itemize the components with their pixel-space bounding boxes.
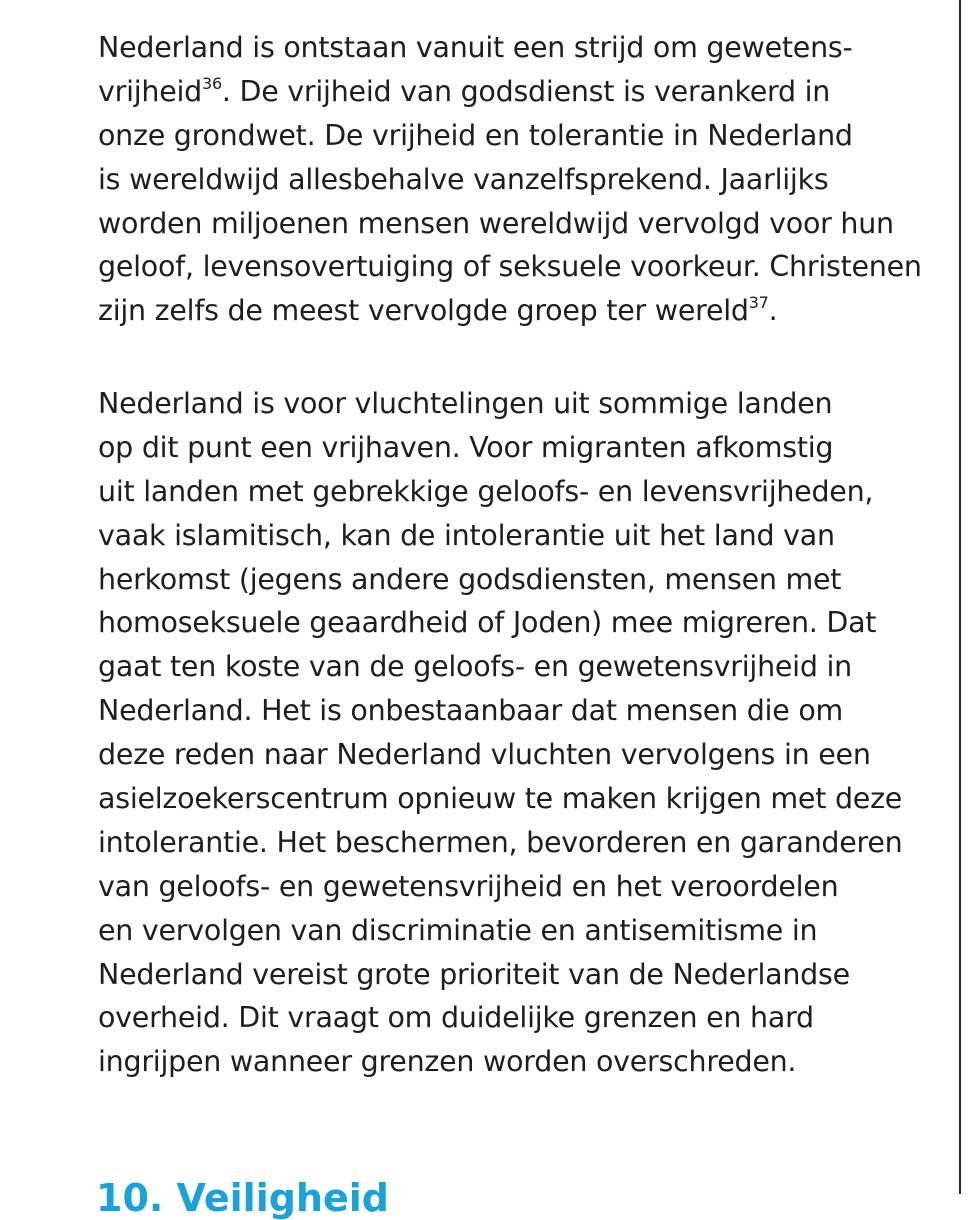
text-line: op dit punt een vrijhaven. Voor migranten afkomstig (98, 430, 834, 464)
text-line: Nederland. Het is onbestaanbaar dat mensen die om (98, 694, 844, 728)
text-line: van geloofs- en gewetensvrijheid en het veroordelen (98, 869, 839, 903)
text-line: asielzoekerscentrum opnieuw te maken krijgen met deze (98, 782, 903, 816)
footnote-reference-37[interactable]: 37 (748, 293, 769, 313)
text-line: onze grondwet. De vrijheid en tolerantie in Nederland (98, 118, 853, 152)
text-line: en vervolgen van discriminatie en antisemitisme in (98, 913, 818, 947)
text-line: worden miljoenen mensen wereldwijd vervolgd voor hun (98, 206, 894, 240)
text-line (98, 289, 938, 333)
text-segment: vrijheid (98, 74, 203, 108)
text-line: Nederland is voor vluchtelingen uit sommige landen (98, 387, 833, 420)
text-segment: . De vrijheid van godsdienst is verankerd in (221, 74, 831, 108)
text-line (98, 70, 938, 114)
text-segment: zijn zelfs de meest vervolgde groep ter wereld (98, 294, 749, 328)
text-line: vaak islamitisch, kan de intolerantie uit het land van (98, 518, 835, 552)
text-line: herkomst (jegens andere godsdiensten, mensen met (98, 562, 842, 596)
text-line: Nederland vereist grote prioriteit van de Nederlandse (98, 957, 850, 991)
section-heading-veiligheid: 10. Veiligheid (96, 1176, 389, 1220)
text-line: uit landen met gebrekkige geloofs- en levensvrijheden, (98, 474, 874, 508)
text-line: deze reden naar Nederland vluchten vervolgens in een (98, 738, 871, 772)
text-line: homoseksuele geaardheid of Joden) mee migreren. Dat (98, 606, 877, 640)
text-line: intolerantie. Het beschermen, bevorderen en garanderen (98, 825, 903, 859)
text-line: gaat ten koste van de geloofs- en gewetensvrijheid in (98, 650, 852, 684)
text-line: geloof, levensovertuiging of seksuele voorkeur. Christenen (98, 250, 922, 284)
text-line: overheid. Dit vraagt om duidelijke grenzen en hard (98, 1001, 814, 1035)
text-segment: . (768, 294, 778, 328)
paragraph-refugees-intolerance (98, 382, 938, 1084)
text-line: ingrijpen wanneer grenzen worden overschreden. (98, 1045, 797, 1079)
paragraph-freedom-of-conscience (98, 26, 938, 333)
text-line: is wereldwijd allesbehalve vanzelfsprekend. Jaarlijks (98, 162, 829, 196)
text-line: Nederland is ontstaan vanuit een strijd om gewetens- (98, 31, 853, 64)
footnote-reference-36[interactable]: 36 (202, 73, 222, 93)
